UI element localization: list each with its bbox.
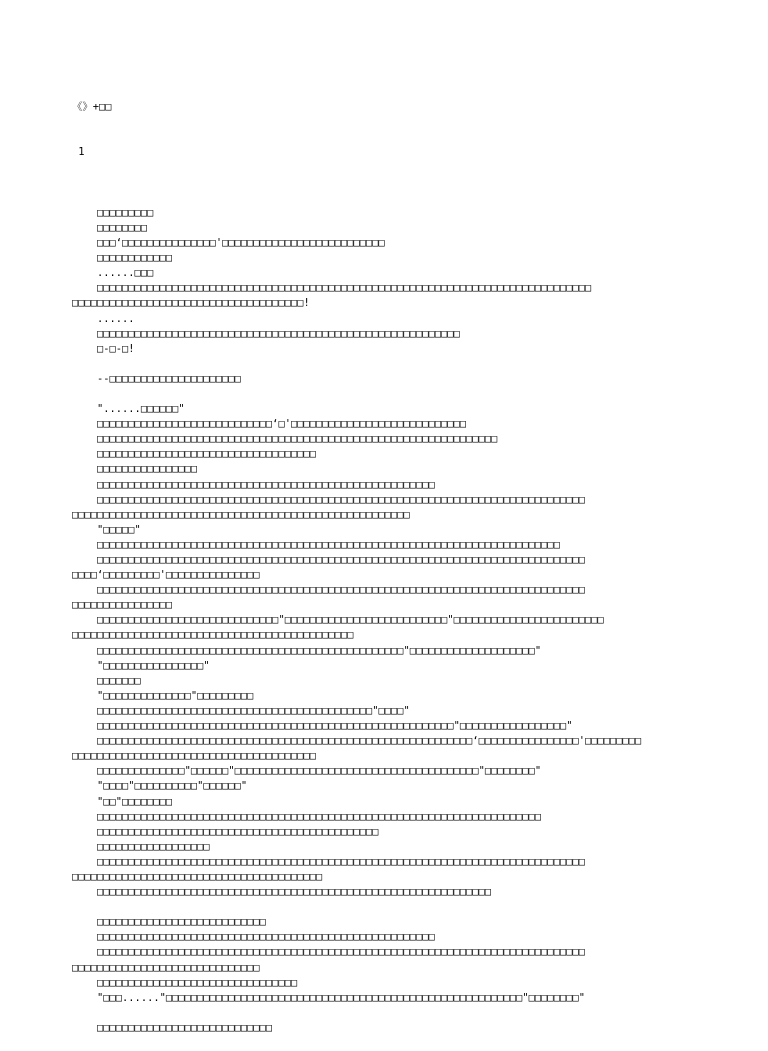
document-page xyxy=(72,70,712,1051)
text-line: □□□□□□□□□□□□□□□□□□□□□□□□□□□□□□□□□□□□□□□□□□□□"□□□□" xyxy=(72,704,410,717)
text-line: □□□□□□□□□□□□□□□□□□□□□□□□□□□□□□□□□□□□□□□□□□□□□□□□□□□□□□□□□□□□□□□□ xyxy=(72,433,498,446)
text-line: □-□-□! xyxy=(72,342,135,355)
text-line: □□□□□□□□□□□□□□□□□□□□□□□□□□□□□□ xyxy=(72,961,260,974)
text-line: "......□□□□□□" xyxy=(72,403,185,416)
text-line: □□□□□□□□□□□□□□□□□□□□□□□□□□□□‘□'□□□□□□□□□□□□□□□□□□□□□□□□□□□□ xyxy=(72,418,467,431)
document-body xyxy=(72,191,712,1036)
text-line: □□□‘□□□□□□□□□□□□□□□'□□□□□□□□□□□□□□□□□□□□□□□□□□ xyxy=(72,237,385,250)
text-line: □□□□□□□□□□□□□□□□□□□□□□□□□□□□□□□□□□□□□□□□ xyxy=(72,870,323,883)
text-line: □□□□□□□□□□□□□□"□□□□□□"□□□□□□□□□□□□□□□□□□□□□□□□□□□□□□□□□□□□□□□"□□□□□□□□" xyxy=(72,765,542,778)
text-line: □□□□□□□□□□□□□□□□ xyxy=(72,599,173,612)
blank-line xyxy=(72,357,712,372)
text-line: "□□□□"□□□□□□□□□□"□□□□□□" xyxy=(72,780,248,793)
text-line: --□□□□□□□□□□□□□□□□□□□□□ xyxy=(72,372,241,385)
text-line: □□□□□□□□□□□□□□□□□□□□□□□□□□□□□□□□□□□□□□□□□□□□□□□□□□□□□□ xyxy=(72,508,410,521)
text-line: □□□□□□□□□□□□□□□□□□□□□□□□□□□□□□□□□□□□□□□□□□□□□□□□□□□□□□□□□□□□□□□□□□□□□□□□□□□□□□ xyxy=(72,855,585,868)
text-line: □□□□□□□□ xyxy=(72,221,148,234)
blank-line xyxy=(72,900,712,915)
text-line: □□□□□□□□□□□□□□□□□□□□□□□□□□□□□□□□□□□□□□□□□□□□□ xyxy=(72,629,354,642)
text-line: "□□□□□□□□□□□□□□"□□□□□□□□□ xyxy=(72,689,254,702)
text-line: "□□□□□□□□□□□□□□□□" xyxy=(72,659,210,672)
text-line: □□□□□□□□□□□□□□□□□□□□□□□□□□□□□□□□ xyxy=(72,976,298,989)
text-line: □□□□□□□□□□□□□□□□□□□□□□□□□□□□□□□□□□□□□□□□□□□□□□□□□□□□□□□□□□□□□□□□□□□□□□□□□□□□□□ xyxy=(72,946,585,959)
text-line: □□□□□□□□□□□□□□□□□□□□□□□□□□□□□□□□□□□□□□□□□□□□□□□□□□□□□□□□□□□□‘□□□□□□□□□□□□□□□□'□□□□□□□□□ xyxy=(72,735,642,748)
text-line: □□□□‘□□□□□□□□□'□□□□□□□□□□□□□□□ xyxy=(72,569,260,582)
document-title: 《》+□□ xyxy=(72,101,112,114)
text-line: "□□□......"□□□□□□□□□□□□□□□□□□□□□□□□□□□□□□□□□□□□□□□□□□□□□□□□□□□□□□□□□"□□□□□□□□" xyxy=(72,991,585,1004)
text-line: □□□□□□□□□□□□□□□□□□□□□□□□□□□□□□□□□□□□□□□ xyxy=(72,750,316,763)
text-line: □□□□□□□□□□□□□□□□□□□□□□□□□□□□□"□□□□□□□□□□□□□□□□□□□□□□□□□□"□□□□□□□□□□□□□□□□□□□□□□□□ xyxy=(72,614,604,627)
text-line: □□□□□□□□□□□□□□□□□□□□□□□□□□□□□□□□□□□□□□□□□□□□□□□□□□□□□□□□□"□□□□□□□□□□□□□□□□□" xyxy=(72,720,573,733)
text-line: □□□□□□□□□□□□□□□□□□ xyxy=(72,840,210,853)
blank-line xyxy=(72,387,712,402)
text-line: "□□"□□□□□□□□ xyxy=(72,795,173,808)
text-line: □□□□□□□□□□□□□□□□ xyxy=(72,463,198,476)
blank-line xyxy=(72,1006,712,1021)
text-line: □□□□□□□□□□□□□□□□□□□□□□□□□□□□□□□□□□□□□□□□□□□□□□□□□□□□□□ xyxy=(72,931,435,944)
text-line: □□□□□□□□□□□□□□□□□□□□□□□□□□□□□□□□□□□□□□□□□□□□□□□□□□□□□□□□□□□□□□□□□□□□□□□□□□□□□□ xyxy=(72,554,585,566)
text-line: □□□□□□□□□□□□ xyxy=(72,252,173,265)
text-line: □□□□□□□□□□□□□□□□□□□□□□□□□□□□□□□□□□□□□□□□□□□□□□□□□□□□□□□□□□□□□□□ xyxy=(72,886,492,899)
text-line: □□□□□□□□□□□□□□□□□□□□□□□□□□□□ xyxy=(72,1021,273,1034)
text-line: □□□□□□□□□□□□□□□□□□□□□□□□□□□□□□□□□□□□□! xyxy=(72,297,310,310)
page-number: 1 xyxy=(72,146,85,159)
text-line: □□□□□□□□□□□□□□□□□□□□□□□□□□□□□□□□□□□□□□□□□□□□□□□□□□□□□□□□□□□□□□□□□□□□□□□□□□□□□□□ xyxy=(72,282,592,295)
text-line: □□□□□□□□□□□□□□□□□□□□□□□□□□□ xyxy=(72,916,266,929)
text-line: □□□□□□□□□□□□□□□□□□□□□□□□□□□□□□□□□□□ xyxy=(72,448,316,461)
text-line: □□□□□□□□□□□□□□□□□□□□□□□□□□□□□□□□□□□□□□□□□□□□□□□□□"□□□□□□□□□□□□□□□□□□□□" xyxy=(72,644,542,657)
text-line: □□□□□□□□□□□□□□□□□□□□□□□□□□□□□□□□□□□□□□□□□□□□□□□□□□□□□□ xyxy=(72,478,435,491)
text-line: "□□□□□" xyxy=(72,523,141,536)
text-line: □□□□□□□□□□□□□□□□□□□□□□□□□□□□□□□□□□□□□□□□□□□□□ xyxy=(72,825,379,838)
text-line: □□□□□□□□□□□□□□□□□□□□□□□□□□□□□□□□□□□□□□□□□□□□□□□□□□□□□□□□□□□□□□□□□□□□□□□ xyxy=(72,810,542,823)
text-line: ...... xyxy=(72,312,135,325)
blank-line xyxy=(72,191,712,206)
text-line: □□□□□□□□□□□□□□□□□□□□□□□□□□□□□□□□□□□□□□□□□□□□□□□□□□□□□□□□□□ xyxy=(72,327,460,340)
text-line: □□□□□□□□□□□□□□□□□□□□□□□□□□□□□□□□□□□□□□□□□□□□□□□□□□□□□□□□□□□□□□□□□□□□□□□□□□□□□□ xyxy=(72,584,585,597)
text-line: □□□□□□□□□□□□□□□□□□□□□□□□□□□□□□□□□□□□□□□□□□□□□□□□□□□□□□□□□□□□□□□□□□□□□□□□□□ xyxy=(72,538,560,551)
text-line: □□□□□□□□□□□□□□□□□□□□□□□□□□□□□□□□□□□□□□□□□□□□□□□□□□□□□□□□□□□□□□□□□□□□□□□□□□□□□□ xyxy=(72,493,585,506)
text-line: ......□□□ xyxy=(72,267,154,280)
text-line: □□□□□□□□□ xyxy=(72,206,154,219)
text-line: □□□□□□□ xyxy=(72,674,141,687)
